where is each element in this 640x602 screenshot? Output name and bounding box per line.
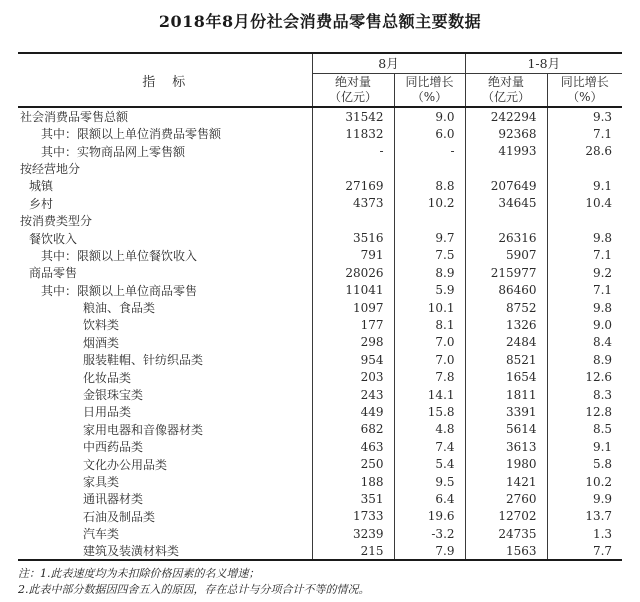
row-indicator: 日用品类 [83,405,132,420]
jan-aug-growth-value: 7.1 [547,282,622,299]
august-growth-value: 6.4 [394,490,465,507]
col-header-aug-growth-line2: （%） [411,89,448,104]
row-indicator: 粮油、食品类 [83,301,156,316]
row-indicator: 按消费类型分 [20,214,93,229]
row-indicator: 烟酒类 [83,335,120,350]
august-absolute-value [312,212,394,229]
table-row [18,160,622,177]
row-indicator: 其中：限额以上单位消费品零售额 [41,127,222,142]
jan-aug-growth-value: 9.1 [547,438,622,455]
jan-aug-absolute-value: 242294 [465,107,547,125]
august-absolute-value: 3239 [312,525,394,542]
jan-aug-growth-value: 7.1 [547,247,622,264]
august-absolute-value: 298 [312,334,394,351]
august-absolute-value: 449 [312,403,394,420]
jan-aug-growth-value: 8.4 [547,334,622,351]
col-header-cum-absolute-line1: 绝对量 [488,74,525,89]
col-group-jan-aug: 1-8月 [465,53,622,73]
jan-aug-absolute-value: 1654 [465,368,547,385]
jan-aug-growth-value: 9.1 [547,177,622,194]
col-header-cum-absolute [465,73,547,107]
jan-aug-growth-value: 9.3 [547,107,622,125]
august-growth-value: 7.5 [394,247,465,264]
jan-aug-absolute-value: 207649 [465,177,547,194]
row-indicator: 文化办公用品类 [83,457,168,472]
footnotes [18,566,622,598]
row-indicator: 建筑及装潢材料类 [83,544,180,559]
row-indicator: 其中：限额以上单位餐饮收入 [41,248,198,263]
table-row [18,490,622,507]
august-growth-value: 8.8 [394,177,465,194]
august-growth-value: 5.9 [394,282,465,299]
jan-aug-absolute-value: 5614 [465,421,547,438]
august-absolute-value: 351 [312,490,394,507]
august-growth-value: -3.2 [394,525,465,542]
august-growth-value: 7.0 [394,351,465,368]
jan-aug-absolute-value: 1421 [465,473,547,490]
august-growth-value: 7.4 [394,438,465,455]
jan-aug-absolute-value: 8752 [465,299,547,316]
august-absolute-value: 27169 [312,177,394,194]
jan-aug-growth-value: 8.5 [547,421,622,438]
footnote-line-2: 2.此表中部分数据因四舍五入的原因，存在总计与分项合计不等的情况。 [18,583,370,597]
jan-aug-absolute-value: 12702 [465,508,547,525]
august-growth-value [394,212,465,229]
august-absolute-value: 11832 [312,125,394,142]
jan-aug-growth-value: 13.7 [547,508,622,525]
row-indicator: 社会消费品零售总额 [20,110,129,124]
table-row [18,125,622,142]
row-indicator: 汽车类 [83,527,120,542]
table-row [18,195,622,212]
jan-aug-absolute-value: 24735 [465,525,547,542]
row-indicator: 中西药品类 [83,440,144,455]
table-row [18,351,622,368]
table-row [18,212,622,229]
august-absolute-value: - [312,142,394,159]
jan-aug-absolute-value [465,160,547,177]
jan-aug-absolute-value: 3391 [465,403,547,420]
august-growth-value: 14.1 [394,386,465,403]
jan-aug-absolute-value: 2484 [465,334,547,351]
august-growth-value: 7.9 [394,542,465,560]
col-header-cum-growth-line1: 同比增长 [560,74,609,89]
row-indicator: 城镇 [29,179,54,194]
jan-aug-growth-value: 8.9 [547,351,622,368]
row-indicator: 家用电器和音像器材类 [83,422,204,437]
august-absolute-value: 1097 [312,299,394,316]
table-row [18,403,622,420]
table-row [18,438,622,455]
august-growth-value: 10.2 [394,195,465,212]
row-indicator: 乡村 [29,196,54,211]
jan-aug-growth-value: 9.8 [547,229,622,246]
table-row [18,542,622,560]
jan-aug-growth-value: 7.7 [547,542,622,560]
august-growth-value: 9.0 [394,107,465,125]
table-header [18,53,622,107]
jan-aug-growth-value: 1.3 [547,525,622,542]
table-row [18,247,622,264]
jan-aug-growth-value: 12.8 [547,403,622,420]
august-growth-value: 8.1 [394,316,465,333]
august-growth-value: 19.6 [394,508,465,525]
row-indicator: 按经营地分 [20,161,81,176]
table-row [18,473,622,490]
row-indicator: 商品零售 [29,266,78,281]
jan-aug-absolute-value: 34645 [465,195,547,212]
jan-aug-absolute-value: 5907 [465,247,547,264]
table-row [18,177,622,194]
august-growth-value: 10.1 [394,299,465,316]
jan-aug-growth-value [547,160,622,177]
table-row [18,264,622,281]
august-absolute-value: 4373 [312,195,394,212]
august-growth-value: 8.9 [394,264,465,281]
table-row [18,229,622,246]
august-absolute-value: 954 [312,351,394,368]
august-absolute-value: 250 [312,455,394,472]
table-row [18,282,622,299]
jan-aug-growth-value: 8.3 [547,386,622,403]
august-growth-value: 7.8 [394,368,465,385]
jan-aug-absolute-value: 1980 [465,455,547,472]
jan-aug-growth-value: 12.6 [547,368,622,385]
table-row [18,508,622,525]
august-growth-value: 7.0 [394,334,465,351]
august-absolute-value: 791 [312,247,394,264]
table-row [18,142,622,159]
jan-aug-growth-value: 28.6 [547,142,622,159]
table-row [18,107,622,125]
august-absolute-value: 1733 [312,508,394,525]
row-indicator: 服装鞋帽、针纺织品类 [83,353,204,368]
jan-aug-absolute-value: 1811 [465,386,547,403]
august-growth-value: 15.8 [394,403,465,420]
col-header-cum-growth [547,73,622,107]
row-indicator: 化妆品类 [83,370,132,385]
august-growth-value [394,160,465,177]
august-absolute-value: 188 [312,473,394,490]
jan-aug-growth-value: 10.2 [547,473,622,490]
jan-aug-absolute-value [465,212,547,229]
table-row [18,455,622,472]
jan-aug-absolute-value: 215977 [465,264,547,281]
jan-aug-absolute-value: 8521 [465,351,547,368]
jan-aug-growth-value [547,212,622,229]
col-header-cum-absolute-line2: （亿元） [482,89,531,104]
august-growth-value: - [394,142,465,159]
page-title: 2018年8月份社会消费品零售总额主要数据 [158,12,482,31]
jan-aug-growth-value: 7.1 [547,125,622,142]
august-absolute-value: 215 [312,542,394,560]
table-row [18,525,622,542]
col-header-aug-growth [394,73,465,107]
august-absolute-value [312,160,394,177]
row-indicator: 餐饮收入 [29,231,78,246]
col-header-aug-absolute [312,73,394,107]
table-row [18,368,622,385]
august-absolute-value: 11041 [312,282,394,299]
jan-aug-absolute-value: 1563 [465,542,547,560]
jan-aug-absolute-value: 1326 [465,316,547,333]
august-growth-value: 5.4 [394,455,465,472]
row-indicator: 金银珠宝类 [83,388,144,403]
jan-aug-growth-value: 9.8 [547,299,622,316]
jan-aug-absolute-value: 26316 [465,229,547,246]
jan-aug-absolute-value: 86460 [465,282,547,299]
august-absolute-value: 203 [312,368,394,385]
jan-aug-growth-value: 9.0 [547,316,622,333]
august-growth-value: 6.0 [394,125,465,142]
jan-aug-growth-value: 10.4 [547,195,622,212]
jan-aug-growth-value: 9.9 [547,490,622,507]
jan-aug-absolute-value: 41993 [465,142,547,159]
row-indicator: 石油及制品类 [83,509,156,524]
row-indicator: 家具类 [83,475,120,489]
august-absolute-value: 177 [312,316,394,333]
row-indicator: 饮料类 [83,318,120,333]
august-growth-value: 9.7 [394,229,465,246]
table-body [18,107,622,560]
col-header-aug-growth-line1: 同比增长 [405,74,454,89]
august-growth-value: 9.5 [394,473,465,490]
col-header-cum-growth-line2: （%） [567,89,603,104]
row-indicator: 其中：限额以上单位商品零售 [41,283,198,298]
row-indicator: 其中：实物商品网上零售额 [41,144,186,159]
col-header-indicator: 指 标 [18,53,312,107]
col-header-aug-absolute-line1: 绝对量 [334,74,371,89]
august-absolute-value: 682 [312,421,394,438]
jan-aug-absolute-value: 2760 [465,490,547,507]
row-indicator: 通讯器材类 [83,492,144,507]
col-header-aug-absolute-line2: （亿元） [328,89,377,104]
table-row [18,316,622,333]
august-absolute-value: 31542 [312,107,394,125]
table-row [18,386,622,403]
jan-aug-growth-value: 9.2 [547,264,622,281]
jan-aug-growth-value: 5.8 [547,455,622,472]
august-absolute-value: 3516 [312,229,394,246]
august-growth-value: 4.8 [394,421,465,438]
jan-aug-absolute-value: 92368 [465,125,547,142]
col-group-august: 8月 [312,53,465,73]
table-row [18,334,622,351]
jan-aug-absolute-value: 3613 [465,438,547,455]
august-absolute-value: 463 [312,438,394,455]
august-absolute-value: 28026 [312,264,394,281]
august-absolute-value: 243 [312,386,394,403]
table-row [18,299,622,316]
table-row [18,421,622,438]
retail-sales-table [18,52,622,561]
footnote-line-1: 注：1.此表速度均为未扣除价格因素的名义增速； [18,567,260,581]
